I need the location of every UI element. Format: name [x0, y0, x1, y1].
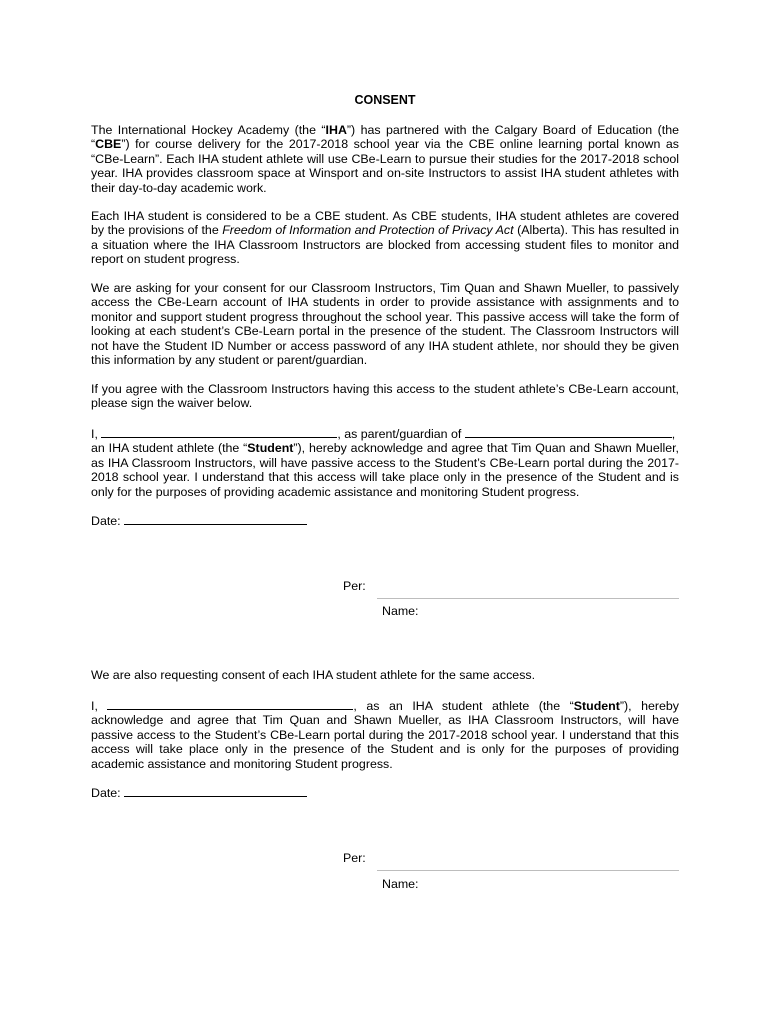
- student-name-field[interactable]: [465, 426, 672, 438]
- parent-waiver-first-line: I, , as parent/guardian of ,: [91, 427, 676, 441]
- per-label-2: Per:: [343, 851, 366, 865]
- parent-waiver-body: an IHA student athlete (the “Student”), hereby acknowledge and agree that Tim Quan and Shawn Mueller, as IHA Classroom Instructors, will have passive access to the Student’s CBe-Learn portal during the 2017-2018 school year. I understand that this access will take place only in the presence of the Student and is only for the purposes of providing academic assistance and monitoring Student progress.: [91, 441, 679, 499]
- privacy-paragraph: Each IHA student is considered to be a CBE student. As CBE students, IHA student athletes are covered by the provisions of the Freedom of Information and Protection of Privacy Act (Alberta). This has resulted in a situation where the IHA Classroom Instructors are blocked from accessing student files to monitor and report on student progress.: [91, 209, 679, 267]
- consent-request-paragraph: We are asking for your consent for our Classroom Instructors, Tim Quan and Shawn Mueller, to passively access the CBe-Learn account of IHA students in order to provide assistance with assignments and to monitor and support student progress throughout the school year. This passive access will take the form of looking at each student’s CBe-Learn portal in the presence of the student. The Classroom Instructors will not have the Student ID Number or access password of any IHA student athlete, nor should they be given this information by any student or parent/guardian.: [91, 281, 679, 368]
- date-field-2[interactable]: [124, 785, 307, 797]
- signature-line-1[interactable]: [377, 598, 679, 599]
- parent-name-field[interactable]: [101, 426, 337, 438]
- student-athlete-name-field[interactable]: [107, 698, 353, 710]
- student-waiver-paragraph: I, , as an IHA student athlete (the “Student”), hereby acknowledge and agree that Tim Quan and Shawn Mueller, as IHA Classroom Instructors, will have passive access to the Student’s CBe-Learn portal during the 2017-2018 school year. I understand that this access will take place only in the presence of the Student and is only for the purposes of providing academic assistance and monitoring Student progress.: [91, 699, 679, 771]
- intro-paragraph: The International Hockey Academy (the “IHA”) has partnered with the Calgary Board of Education (the “CBE”) for course delivery for the 2017-2018 school year via the CBE online learning portal known as “CBe-Learn”. Each IHA student athlete will use CBe-Learn to pursue their studies for the 2017-2018 school year. IHA provides classroom space at Winsport and on-site Instructors to assist IHA student athletes with their day-to-day academic work.: [91, 123, 679, 195]
- name-label-2: Name:: [382, 877, 419, 891]
- name-label-1: Name:: [382, 604, 419, 618]
- parent-waiver-paragraph: [91, 426, 679, 499]
- date-field-1[interactable]: [124, 513, 307, 525]
- per-label-1: Per:: [343, 579, 366, 593]
- signature-line-2[interactable]: [377, 870, 679, 871]
- date-line-2: Date:: [91, 785, 679, 800]
- page-title: CONSENT: [354, 93, 416, 107]
- student-request-paragraph: We are also requesting consent of each IHA student athlete for the same access.: [91, 668, 536, 682]
- agreement-paragraph: If you agree with the Classroom Instructors having this access to the student athlete’s CBe-Learn account, please sign the waiver below.: [91, 382, 679, 411]
- date-line-1: Date:: [91, 513, 679, 528]
